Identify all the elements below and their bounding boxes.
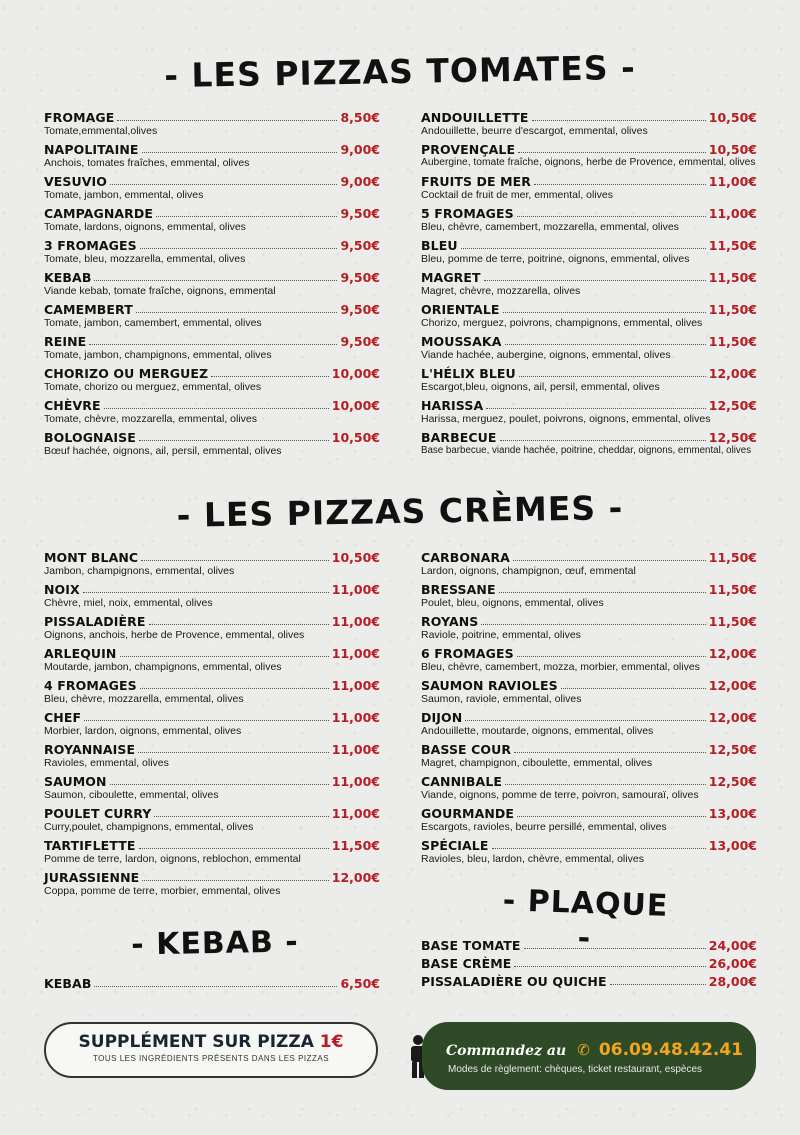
kebab-item: [44, 974, 380, 991]
dot-leader: [513, 560, 706, 561]
dot-leader: [486, 408, 706, 409]
dot-leader: [484, 280, 706, 281]
item-price: 11,50€: [708, 334, 757, 349]
item-name: FRUITS DE MER: [421, 174, 532, 189]
item-name: PISSALADIÈRE OU QUICHE: [421, 974, 607, 989]
item-price: 9,50€: [340, 206, 380, 221]
menu-item: [421, 108, 757, 140]
plaque-list: [421, 936, 757, 990]
item-price: 11,50€: [331, 838, 380, 853]
payment-methods: Modes de règlement: chèques, ticket restaurant, espèces: [448, 1064, 703, 1075]
menu-item: [421, 548, 757, 580]
dot-leader: [211, 376, 329, 377]
dot-leader: [120, 656, 329, 657]
item-price: 12,00€: [708, 710, 757, 725]
item-description: Coppa, pomme de terre, morbier, emmental, olives: [44, 885, 281, 897]
item-description: Lardon, oignons, champignon, œuf, emmental: [421, 565, 636, 577]
menu-item: [44, 172, 380, 204]
item-price: 10,00€: [331, 398, 380, 413]
item-name: BASE TOMATE: [421, 938, 521, 953]
item-description: Ravioles, emmental, olives: [44, 757, 169, 769]
dot-leader: [514, 966, 705, 967]
menu-item: [421, 676, 757, 708]
item-description: Tomate,emmental,olives: [44, 125, 158, 137]
item-description: Anchois, tomates fraîches, emmental, olives: [44, 157, 250, 169]
item-description: Andouillette, moutarde, oignons, emmental, olives: [421, 725, 654, 737]
item-price: 11,00€: [331, 646, 380, 661]
dot-leader: [117, 120, 337, 121]
dot-leader: [503, 312, 706, 313]
item-description: Poulet, bleu, oignons, emmental, olives: [421, 597, 604, 609]
menu-item: [44, 332, 380, 364]
item-price: 11,00€: [331, 678, 380, 693]
menu-item: [44, 740, 380, 772]
dot-leader: [110, 184, 337, 185]
item-description: Bleu, chèvre, camembert, mozzarella, emmental, olives: [421, 221, 679, 233]
item-name: GOURMANDE: [421, 806, 515, 821]
dot-leader: [84, 720, 329, 721]
item-description: Tomate, jambon, camembert, emmental, olives: [44, 317, 262, 329]
item-description: Saumon, ciboulette, emmental, olives: [44, 789, 219, 801]
item-price: 10,50€: [331, 430, 380, 445]
item-name: BASE CRÈME: [421, 956, 512, 971]
dot-leader: [139, 848, 329, 849]
dot-leader: [142, 880, 328, 881]
item-description: Morbier, lardon, oignons, emmental, olives: [44, 725, 242, 737]
item-name: BOLOGNAISE: [44, 430, 136, 445]
item-price: 9,50€: [340, 334, 380, 349]
item-description: Moutarde, jambon, champignons, emmental, olives: [44, 661, 282, 673]
dot-leader: [518, 152, 706, 153]
item-price: 6,50€: [340, 976, 380, 991]
section-title-pizzas-cremes: - LES PIZZAS CRÈMES -: [176, 488, 624, 535]
menu-item: [44, 268, 380, 300]
supplement-title: SUPPLÉMENT SUR PIZZA 1€: [78, 1032, 344, 1052]
item-price: 12,50€: [708, 398, 757, 413]
item-name: HARISSA: [421, 398, 484, 413]
menu-item: [421, 772, 757, 804]
item-price: 11,50€: [708, 582, 757, 597]
dot-leader: [481, 624, 705, 625]
item-description: Viande, oignons, pomme de terre, poivron, samouraï, olives: [421, 789, 699, 801]
phone-icon: ✆: [577, 1041, 590, 1059]
section-title-kebab: - KEBAB -: [130, 924, 300, 963]
item-price: 28,00€: [708, 974, 757, 989]
item-name: 4 FROMAGES: [44, 678, 137, 693]
menu-item: [44, 428, 380, 460]
dot-leader: [94, 280, 337, 281]
item-name: ROYANNAISE: [44, 742, 136, 757]
item-name: 3 FROMAGES: [44, 238, 137, 253]
dot-leader: [94, 986, 337, 987]
dot-leader: [492, 848, 706, 849]
item-description: Aubergine, tomate fraîche, oignons, herbe de Provence, emmental, olives: [421, 157, 756, 168]
item-name: ORIENTALE: [421, 302, 500, 317]
dot-leader: [154, 816, 328, 817]
item-description: Bœuf hachée, oignons, ail, persil, emmental, olives: [44, 445, 282, 457]
dot-leader: [461, 248, 706, 249]
item-price: 11,00€: [331, 614, 380, 629]
item-price: 12,00€: [708, 678, 757, 693]
item-description: Andouillette, beurre d'escargot, emmental, olives: [421, 125, 648, 137]
item-name: JURASSIENNE: [44, 870, 140, 885]
dot-leader: [499, 592, 706, 593]
dot-leader: [140, 688, 329, 689]
menu-item: [44, 676, 380, 708]
item-description: Tomate, chèvre, mozzarella, emmental, olives: [44, 413, 257, 425]
item-name: PISSALADIÈRE: [44, 614, 146, 629]
item-name: MONT BLANC: [44, 550, 139, 565]
dot-leader: [610, 984, 706, 985]
item-price: 11,00€: [708, 174, 757, 189]
menu-item: [44, 612, 380, 644]
menu-item: [421, 708, 757, 740]
menu-item: [421, 332, 757, 364]
dot-leader: [83, 592, 329, 593]
item-price: 12,00€: [708, 366, 757, 381]
menu-item: [421, 972, 757, 990]
phone-number[interactable]: 06.09.48.42.41: [598, 1040, 744, 1060]
item-description: Base barbecue, viande hachée, poitrine, cheddar, oignons, emmental, olives: [421, 445, 752, 456]
item-description: Magret, champignon, ciboulette, emmental, olives: [421, 757, 653, 769]
item-price: 26,00€: [708, 956, 757, 971]
item-price: 10,50€: [708, 110, 757, 125]
item-name: 5 FROMAGES: [421, 206, 514, 221]
supplement-box: [44, 1022, 378, 1078]
item-name: ANDOUILLETTE: [421, 110, 529, 125]
item-description: Chèvre, miel, noix, emmental, olives: [44, 597, 213, 609]
dot-leader: [517, 816, 706, 817]
item-name: CAMPAGNARDE: [44, 206, 154, 221]
item-name: CHEF: [44, 710, 82, 725]
item-price: 11,50€: [708, 614, 757, 629]
dot-leader: [104, 408, 329, 409]
item-description: Pomme de terre, lardon, oignons, reblochon, emmental: [44, 853, 301, 865]
item-name: SPÉCIALE: [421, 838, 489, 853]
item-name: ARLEQUIN: [44, 646, 117, 661]
item-price: 12,00€: [708, 646, 757, 661]
item-price: 24,00€: [708, 938, 757, 953]
dot-leader: [89, 344, 337, 345]
menu-item: [421, 954, 757, 972]
menu-item: [421, 580, 757, 612]
item-name: VESUVIO: [44, 174, 108, 189]
order-box: [422, 1022, 756, 1090]
item-name: TARTIFLETTE: [44, 838, 136, 853]
item-price: 9,00€: [340, 142, 380, 157]
menu-item: [44, 236, 380, 268]
dot-leader: [149, 624, 329, 625]
item-name: KEBAB: [44, 270, 92, 285]
item-price: 12,50€: [708, 430, 757, 445]
item-description: Viande kebab, tomate fraîche, oignons, emmental: [44, 285, 276, 297]
item-price: 13,00€: [708, 838, 757, 853]
item-name: CANNIBALE: [421, 774, 503, 789]
menu-item: [44, 836, 380, 868]
item-name: MAGRET: [421, 270, 481, 285]
item-name: CARBONARA: [421, 550, 510, 565]
item-description: Magret, chèvre, mozzarella, olives: [421, 285, 581, 297]
item-price: 8,50€: [340, 110, 380, 125]
menu-item: [44, 108, 380, 140]
item-name: ROYANS: [421, 614, 479, 629]
section-title-plaque: - PLAQUE -: [502, 883, 669, 957]
menu-item: [44, 580, 380, 612]
item-description: Saumon, raviole, emmental, olives: [421, 693, 582, 705]
item-description: Oignons, anchois, herbe de Provence, emmental, olives: [44, 629, 305, 641]
menu-column-cremes-left: [44, 548, 380, 900]
item-price: 11,00€: [331, 742, 380, 757]
item-price: 11,50€: [708, 302, 757, 317]
menu-item: [421, 140, 757, 172]
item-name: PROVENÇALE: [421, 142, 516, 157]
item-price: 11,00€: [331, 806, 380, 821]
menu-item: [44, 772, 380, 804]
menu-column-tomates-right: [421, 108, 757, 460]
menu-item: [44, 396, 380, 428]
item-price: 10,00€: [331, 366, 380, 381]
item-price: 11,00€: [708, 206, 757, 221]
item-name: SAUMON RAVIOLES: [421, 678, 558, 693]
item-description: Tomate, jambon, emmental, olives: [44, 189, 204, 201]
dot-leader: [532, 120, 706, 121]
menu-item: [421, 428, 757, 460]
item-description: Cocktail de fruit de mer, emmental, olives: [421, 189, 613, 201]
item-description: Tomate, chorizo ou merguez, emmental, olives: [44, 381, 262, 393]
menu-item: [44, 548, 380, 580]
menu-item: [44, 300, 380, 332]
item-description: Raviole, poitrine, emmental, olives: [421, 629, 581, 641]
menu-item: [44, 140, 380, 172]
item-price: 9,50€: [340, 238, 380, 253]
menu-item: [421, 644, 757, 676]
dot-leader: [156, 216, 337, 217]
item-price: 11,00€: [331, 710, 380, 725]
item-description: Escargots, ravioles, beurre persillé, emmental, olives: [421, 821, 667, 833]
item-description: Curry,poulet, champignons, emmental, olives: [44, 821, 254, 833]
dot-leader: [136, 312, 338, 313]
item-name: NAPOLITAINE: [44, 142, 139, 157]
item-price: 13,00€: [708, 806, 757, 821]
item-name: NOIX: [44, 582, 80, 597]
dot-leader: [517, 216, 706, 217]
menu-item: [421, 172, 757, 204]
item-price: 11,50€: [708, 270, 757, 285]
dot-leader: [142, 152, 338, 153]
item-name: L'HÉLIX BLEU: [421, 366, 516, 381]
dot-leader: [141, 560, 329, 561]
item-name: BARBECUE: [421, 430, 497, 445]
item-price: 11,50€: [708, 550, 757, 565]
item-description: Escargot,bleu, oignons, ail, persil, emmental, olives: [421, 381, 660, 393]
item-name: 6 FROMAGES: [421, 646, 514, 661]
dot-leader: [138, 752, 329, 753]
item-price: 10,50€: [331, 550, 380, 565]
dot-leader: [465, 720, 705, 721]
supplement-subtitle: TOUS LES INGRÉDIENTS PRÉSENTS DANS LES PIZZAS: [92, 1054, 330, 1063]
dot-leader: [505, 784, 706, 785]
dot-leader: [524, 948, 706, 949]
item-price: 12,00€: [331, 870, 380, 885]
dot-leader: [534, 184, 706, 185]
item-name: BRESSANE: [421, 582, 496, 597]
menu-item: [421, 612, 757, 644]
menu-column-cremes-right: [421, 548, 757, 868]
item-name: CHORIZO OU MERGUEZ: [44, 366, 209, 381]
menu-item: [421, 936, 757, 954]
dot-leader: [139, 440, 329, 441]
item-name: KEBAB: [44, 976, 92, 991]
item-description: Bleu, chèvre, mozzarella, emmental, olives: [44, 693, 244, 705]
item-description: Ravioles, bleu, lardon, chèvre, emmental, olives: [421, 853, 644, 865]
menu-item: [421, 204, 757, 236]
menu-item: [421, 364, 757, 396]
item-description: Harissa, merguez, poulet, poivrons, oignons, emmental, olives: [421, 413, 711, 425]
item-description: Viande hachée, aubergine, oignons, emmental, olives: [421, 349, 671, 361]
item-price: 11,00€: [331, 582, 380, 597]
item-price: 11,50€: [708, 238, 757, 253]
dot-leader: [110, 784, 329, 785]
dot-leader: [519, 376, 706, 377]
dot-leader: [561, 688, 706, 689]
item-description: Chorizo, merguez, poivrons, champignons, emmental, olives: [421, 317, 703, 329]
item-description: Bleu, pomme de terre, poitrine, oignons, emmental, olives: [421, 253, 690, 265]
item-name: FROMAGE: [44, 110, 115, 125]
menu-item: [421, 740, 757, 772]
menu-item: [44, 644, 380, 676]
supplement-price: 1€: [319, 1032, 344, 1052]
dot-leader: [517, 656, 706, 657]
menu-item: [421, 268, 757, 300]
menu-item: [44, 204, 380, 236]
menu-item: [421, 396, 757, 428]
item-price: 9,00€: [340, 174, 380, 189]
item-description: Bleu, chèvre, camembert, mozza, morbier, emmental, olives: [421, 661, 700, 673]
order-label: Commandez au: [446, 1043, 567, 1059]
menu-item: [44, 804, 380, 836]
menu-item: [421, 236, 757, 268]
item-price: 10,50€: [708, 142, 757, 157]
item-price: 9,50€: [340, 270, 380, 285]
item-price: 11,00€: [331, 774, 380, 789]
menu-item: [421, 300, 757, 332]
item-description: Tomate, lardons, oignons, emmental, olives: [44, 221, 246, 233]
menu-item: [44, 364, 380, 396]
menu-item: [421, 804, 757, 836]
item-name: BASSE COUR: [421, 742, 512, 757]
menu-item: [421, 836, 757, 868]
item-name: BLEU: [421, 238, 458, 253]
menu-column-tomates-left: [44, 108, 380, 460]
item-description: Tomate, jambon, champignons, emmental, olives: [44, 349, 272, 361]
dot-leader: [514, 752, 706, 753]
section-title-pizzas-tomates: - LES PIZZAS TOMATES -: [163, 47, 637, 96]
item-name: SAUMON: [44, 774, 107, 789]
dot-leader: [505, 344, 706, 345]
item-name: CAMEMBERT: [44, 302, 133, 317]
item-price: 9,50€: [340, 302, 380, 317]
item-name: DIJON: [421, 710, 463, 725]
item-name: CHÈVRE: [44, 398, 101, 413]
item-description: Jambon, champignons, emmental, olives: [44, 565, 235, 577]
menu-item: [44, 868, 380, 900]
dot-leader: [140, 248, 338, 249]
dot-leader: [500, 440, 706, 441]
menu-item: [44, 708, 380, 740]
item-price: 12,50€: [708, 742, 757, 757]
item-name: REINE: [44, 334, 87, 349]
item-price: 12,50€: [708, 774, 757, 789]
item-name: MOUSSAKA: [421, 334, 502, 349]
item-name: POULET CURRY: [44, 806, 152, 821]
item-description: Tomate, bleu, mozzarella, emmental, olives: [44, 253, 246, 265]
